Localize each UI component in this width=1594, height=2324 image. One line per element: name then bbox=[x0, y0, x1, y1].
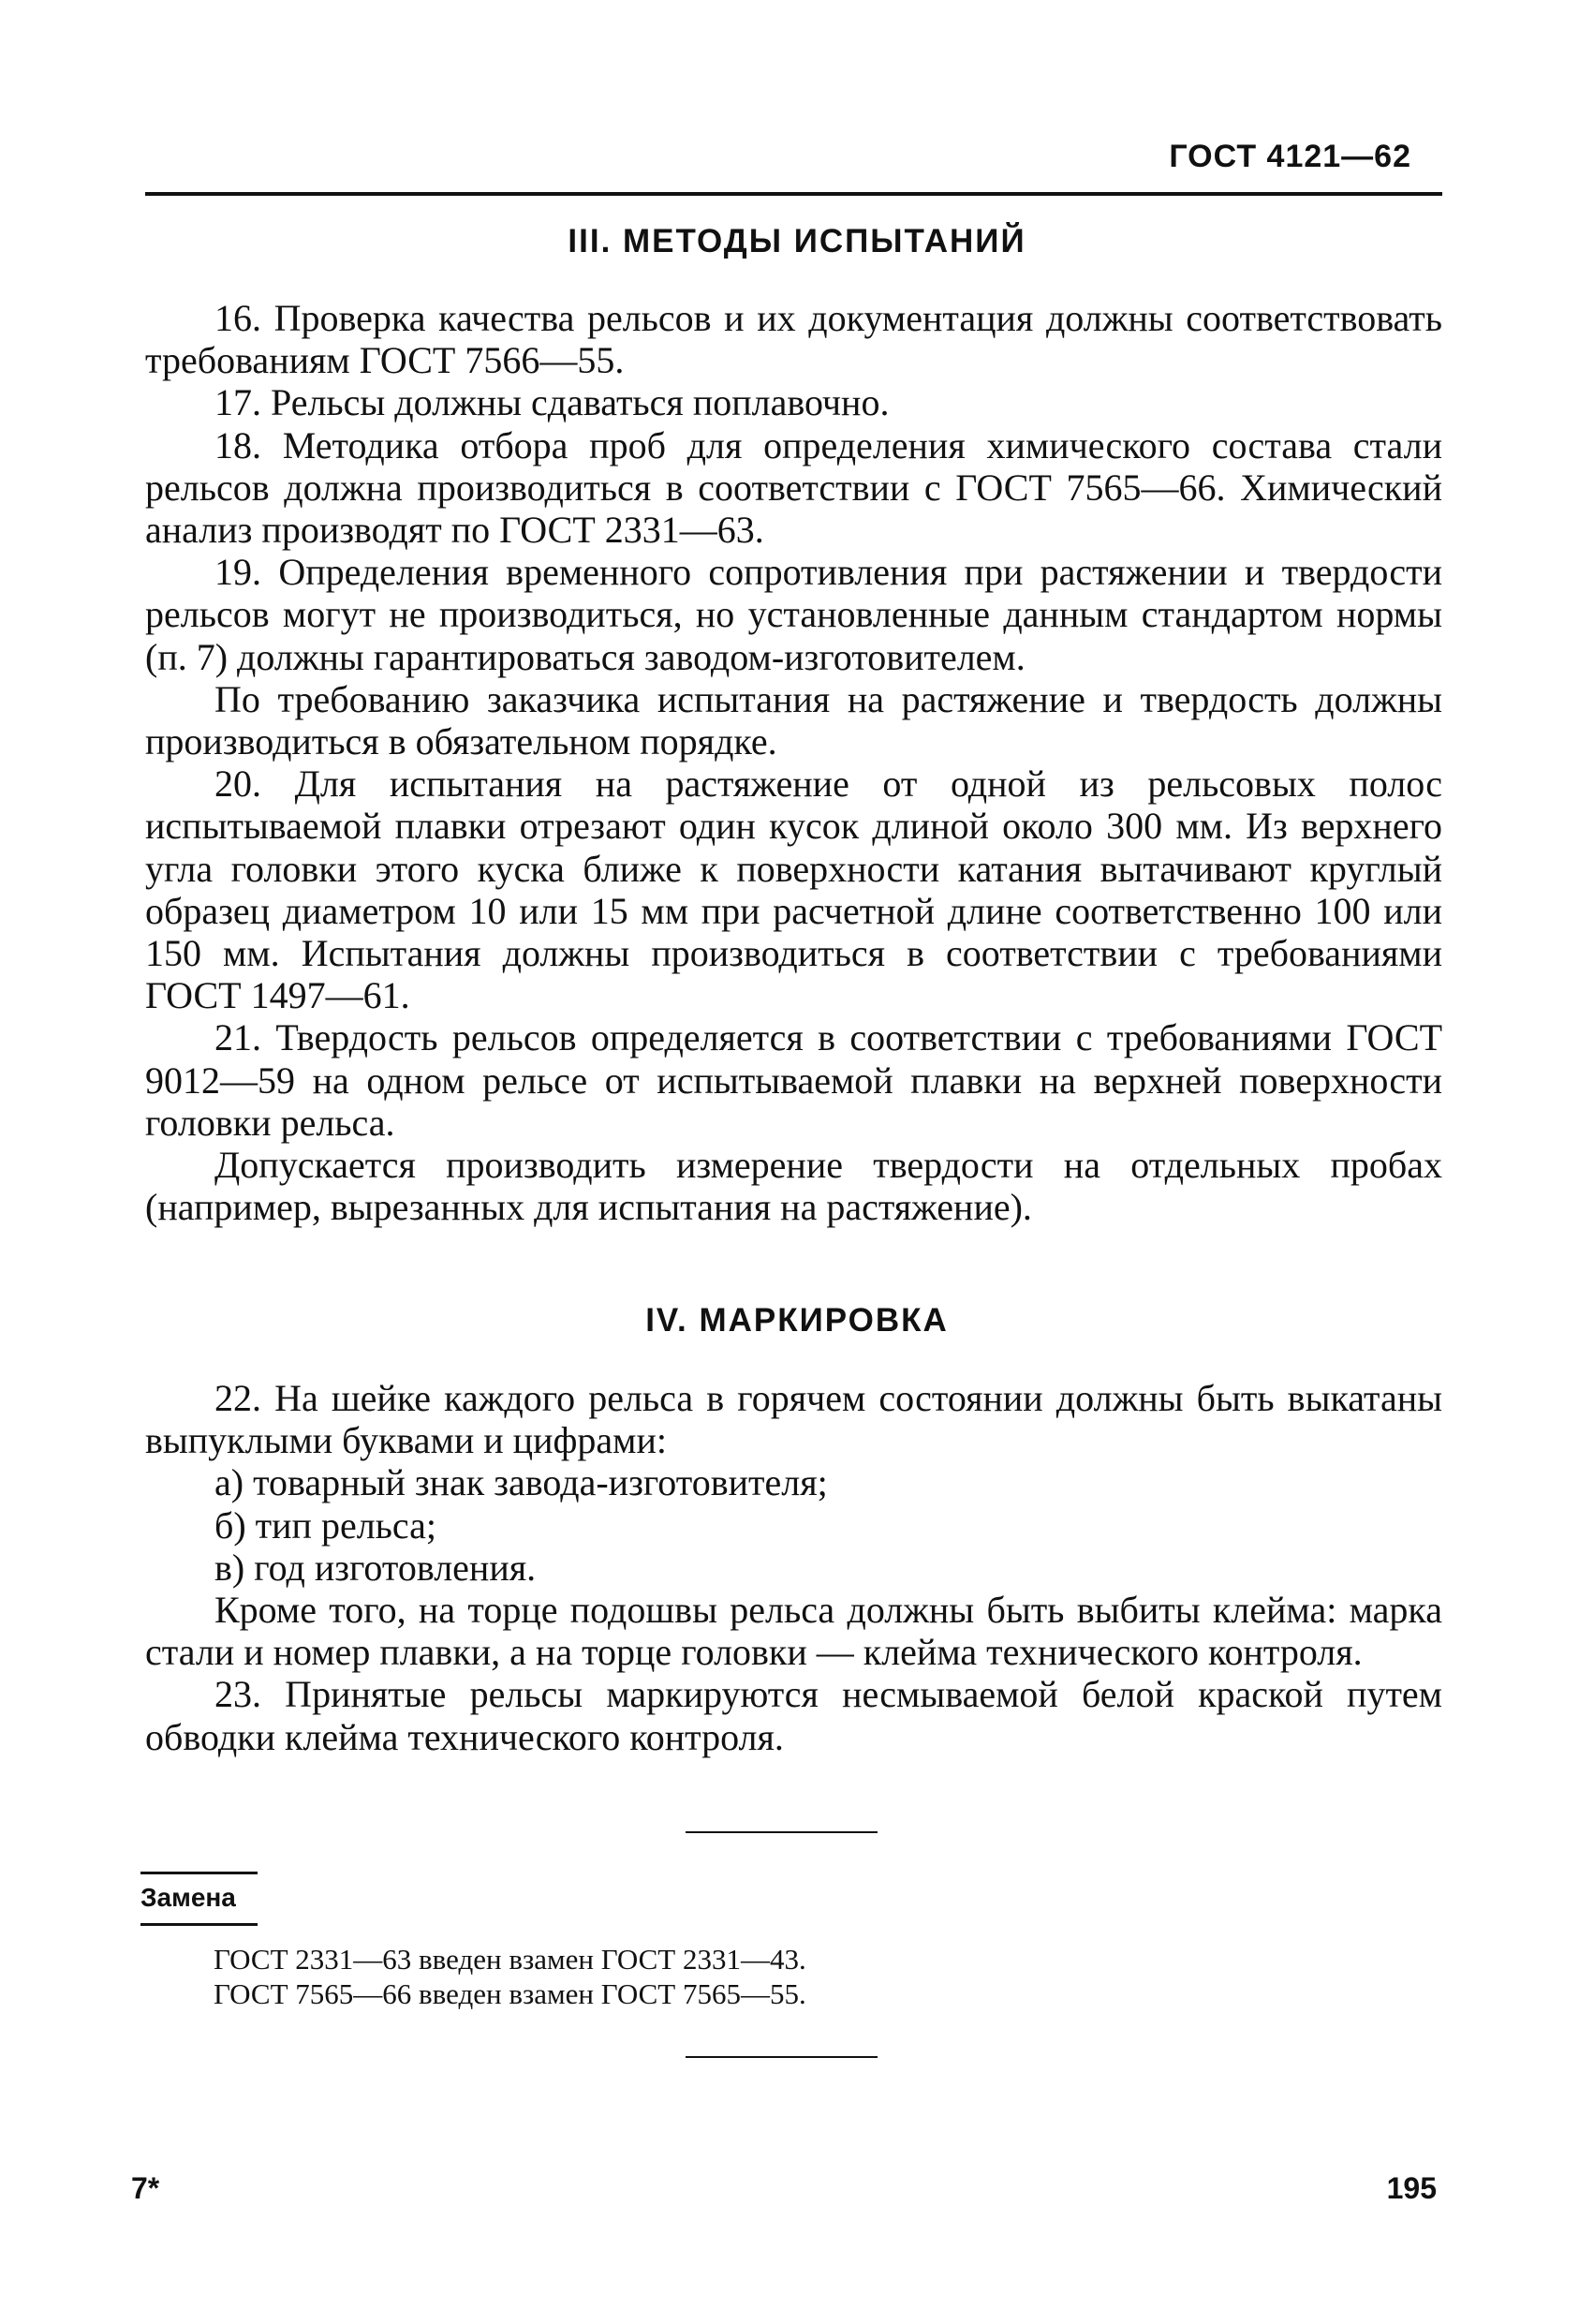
note-title: Замена bbox=[140, 1883, 236, 1912]
paragraph-19: 19. Определения временного сопротивления при растяжении и твердости рельсов могут не производиться, но установленные данным стандартом нормы (п. 7) должны гарантироваться заводом-изготовителем. bbox=[145, 551, 1442, 678]
section-4-title: IV. МАРКИРОВКА bbox=[645, 1302, 949, 1339]
paragraph-20: 20. Для испытания на растяжение от одной из рельсовых полос испытываемой плавки отрезают один кусок длиной около 300 мм. Из верхнего угла головки этого куска ближе к поверхности катания вытачивают круглый образец диаметром 10 или 15 мм при расчетной длине соответственно 100 или 150 мм. Испытания должны производиться в соответствии с требованиями ГОСТ 1497—61. bbox=[145, 762, 1442, 1017]
list-item: а) товарный знак завода-изготовителя; bbox=[214, 1461, 828, 1504]
note-line: ГОСТ 7565—66 введен взамен ГОСТ 7565—55. bbox=[214, 1977, 806, 2010]
paragraph-16: 16. Проверка качества рельсов и их документация должны соответствовать требованиям ГОСТ 7566—55. bbox=[145, 297, 1442, 382]
paragraph-21: 21. Твердость рельсов определяется в соответствии с требованиями ГОСТ 9012—59 на одном рельсе от испытываемой плавки на верхней поверхности головки рельса. bbox=[145, 1016, 1442, 1144]
section-4-body bbox=[145, 1377, 1442, 1758]
paragraph-22-note: Кроме того, на торце подошвы рельса должны быть выбиты клейма: марка стали и номер плавки, а на торце головки — клейма технического контроля. bbox=[145, 1589, 1442, 1674]
paragraph-21-note: Допускается производить измерение твердости на отдельных пробах (например, вырезанных для испытания на растяжение). bbox=[145, 1144, 1442, 1229]
paragraph-19-note: По требованию заказчика испытания на растяжение и твердость должны производиться в обязательном порядке. bbox=[145, 677, 1442, 763]
page-number: 195 bbox=[1386, 2171, 1437, 2205]
standard-number-header: ГОСТ 4121—62 bbox=[1169, 139, 1411, 174]
end-of-text-divider bbox=[686, 1831, 878, 1833]
paragraph-18: 18. Методика отбора проб для определения химического состава стали рельсов должна производиться в соответствии с ГОСТ 7565—66. Химический анализ производят по ГОСТ 2331—63. bbox=[145, 423, 1442, 552]
note-title-rule-top bbox=[140, 1872, 258, 1874]
paragraph-22: 22. На шейке каждого рельса в горячем состоянии должны быть выкатаны выпуклыми буквами и цифрами: bbox=[145, 1377, 1442, 1462]
list-item: в) год изготовления. bbox=[214, 1546, 537, 1589]
section-3-title: III. МЕТОДЫ ИСПЫТАНИЙ bbox=[568, 223, 1026, 259]
header-divider bbox=[145, 192, 1442, 196]
note-end-divider bbox=[686, 2056, 878, 2058]
list-item: б) тип рельса; bbox=[214, 1503, 437, 1547]
note-line: ГОСТ 2331—63 введен взамен ГОСТ 2331—43. bbox=[214, 1943, 806, 1976]
section-3-body bbox=[145, 297, 1442, 1228]
note-lines bbox=[214, 1942, 806, 2011]
paragraph-17: 17. Рельсы должны сдаваться поплавочно. bbox=[214, 381, 890, 424]
signature-mark: 7* bbox=[131, 2171, 160, 2205]
paragraph-23: 23. Принятые рельсы маркируются несмываемой белой краской путем обводки клейма технического контроля. bbox=[145, 1673, 1442, 1758]
note-title-rule-bottom bbox=[140, 1923, 258, 1926]
